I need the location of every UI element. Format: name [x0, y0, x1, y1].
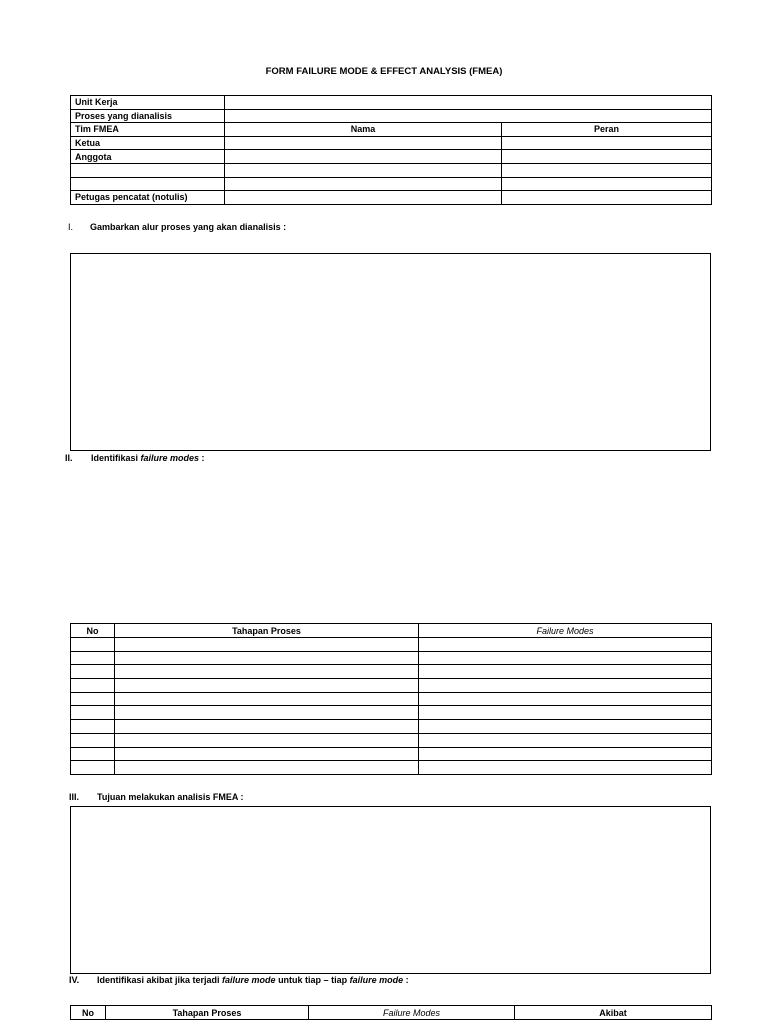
cell-failure-mode[interactable]	[419, 747, 712, 761]
label-anggota: Anggota	[71, 150, 225, 164]
field-anggota-nama[interactable]	[225, 163, 502, 177]
header-akibat: Akibat	[515, 1006, 712, 1020]
cell-no[interactable]	[71, 733, 115, 747]
header-no: No	[71, 1006, 106, 1020]
field-anggota-peran[interactable]	[502, 163, 712, 177]
team-info-table	[70, 95, 712, 205]
header-failure-modes: Failure Modes	[309, 1006, 515, 1020]
header-no: No	[71, 624, 115, 638]
field-notulis-nama[interactable]	[225, 191, 502, 205]
section-4-pre: Identifikasi akibat jika terjadi	[97, 975, 223, 985]
field-anggota-nama[interactable]	[225, 177, 502, 191]
cell-tahapan-proses[interactable]	[115, 747, 419, 761]
cell-tahapan-proses[interactable]	[115, 706, 419, 720]
field-proses[interactable]	[225, 109, 712, 123]
table-row	[71, 651, 712, 665]
table-row	[71, 733, 712, 747]
table-row	[71, 638, 712, 652]
section-4-heading	[69, 975, 409, 985]
header-failure-modes: Failure Modes	[419, 624, 712, 638]
table-row	[71, 720, 712, 734]
label-proses: Proses yang dianalisis	[71, 109, 225, 123]
table-header-row	[71, 624, 712, 638]
table-row	[71, 747, 712, 761]
cell-no[interactable]	[71, 679, 115, 693]
row-anggota	[71, 150, 712, 164]
field-unit-kerja[interactable]	[225, 96, 712, 110]
table-header-row	[71, 1006, 712, 1020]
cell-no[interactable]	[71, 665, 115, 679]
section-2-em: failure modes	[140, 453, 200, 463]
row-unit-kerja	[71, 96, 712, 110]
table-row	[71, 761, 712, 775]
table-row	[71, 679, 712, 693]
section-1-number: I.	[68, 222, 74, 232]
section-2-post: :	[199, 453, 205, 463]
header-tahapan-proses: Tahapan Proses	[106, 1006, 309, 1020]
cell-failure-mode[interactable]	[419, 720, 712, 734]
label-empty	[71, 177, 225, 191]
row-tim-fmea	[71, 123, 712, 137]
cell-tahapan-proses[interactable]	[115, 692, 419, 706]
table-row	[71, 692, 712, 706]
label-notulis: Petugas pencatat (notulis)	[71, 191, 225, 205]
field-anggota-nama[interactable]	[225, 150, 502, 164]
section-4-mid: untuk tiap – tiap	[275, 975, 350, 985]
field-anggota-peran[interactable]	[502, 177, 712, 191]
header-tahapan-proses: Tahapan Proses	[115, 624, 419, 638]
section-4-number: IV.	[69, 975, 80, 985]
label-ketua: Ketua	[71, 136, 225, 150]
cell-failure-mode[interactable]	[419, 651, 712, 665]
cell-tahapan-proses[interactable]	[115, 638, 419, 652]
table-row	[71, 706, 712, 720]
label-empty	[71, 163, 225, 177]
field-anggota-peran[interactable]	[502, 150, 712, 164]
form-title: FORM FAILURE MODE & EFFECT ANALYSIS (FMEA)	[265, 66, 503, 77]
section-3-heading	[69, 792, 244, 802]
cell-tahapan-proses[interactable]	[115, 651, 419, 665]
field-ketua-peran[interactable]	[502, 136, 712, 150]
section-2-heading	[65, 453, 205, 463]
cell-no[interactable]	[71, 638, 115, 652]
row-anggota-extra-2	[71, 177, 712, 191]
row-anggota-extra-1	[71, 163, 712, 177]
cell-failure-mode[interactable]	[419, 706, 712, 720]
cell-tahapan-proses[interactable]	[115, 720, 419, 734]
label-unit-kerja: Unit Kerja	[71, 96, 225, 110]
cell-no[interactable]	[71, 720, 115, 734]
header-peran: Peran	[502, 123, 712, 137]
cell-failure-mode[interactable]	[419, 679, 712, 693]
section-4-em1: failure mode	[222, 975, 276, 985]
header-nama: Nama	[225, 123, 502, 137]
objective-box[interactable]	[70, 806, 711, 974]
cell-no[interactable]	[71, 651, 115, 665]
section-1-heading	[68, 222, 286, 232]
section-1-text: Gambarkan alur proses yang akan dianalisis :	[90, 222, 287, 232]
field-ketua-nama[interactable]	[225, 136, 502, 150]
section-2-number: II.	[65, 453, 73, 463]
cell-failure-mode[interactable]	[419, 761, 712, 775]
cell-tahapan-proses[interactable]	[115, 761, 419, 775]
section-2-pre: Identifikasi	[91, 453, 141, 463]
effects-table	[70, 1005, 712, 1020]
section-4-post: :	[403, 975, 409, 985]
cell-failure-mode[interactable]	[419, 733, 712, 747]
cell-tahapan-proses[interactable]	[115, 665, 419, 679]
cell-failure-mode[interactable]	[419, 638, 712, 652]
section-4-em2: failure mode	[349, 975, 404, 985]
cell-failure-mode[interactable]	[419, 665, 712, 679]
cell-no[interactable]	[71, 706, 115, 720]
cell-tahapan-proses[interactable]	[115, 679, 419, 693]
row-notulis	[71, 191, 712, 205]
field-notulis-peran[interactable]	[502, 191, 712, 205]
section-3-number: III.	[69, 792, 80, 802]
cell-failure-mode[interactable]	[419, 692, 712, 706]
cell-no[interactable]	[71, 761, 115, 775]
row-ketua	[71, 136, 712, 150]
table-row	[71, 665, 712, 679]
failure-modes-table	[70, 623, 712, 775]
cell-no[interactable]	[71, 747, 115, 761]
section-3-text: Tujuan melakukan analisis FMEA :	[97, 792, 244, 802]
cell-no[interactable]	[71, 692, 115, 706]
label-tim-fmea: Tim FMEA	[71, 123, 225, 137]
row-proses	[71, 109, 712, 123]
process-flow-box[interactable]	[70, 253, 711, 451]
cell-tahapan-proses[interactable]	[115, 733, 419, 747]
